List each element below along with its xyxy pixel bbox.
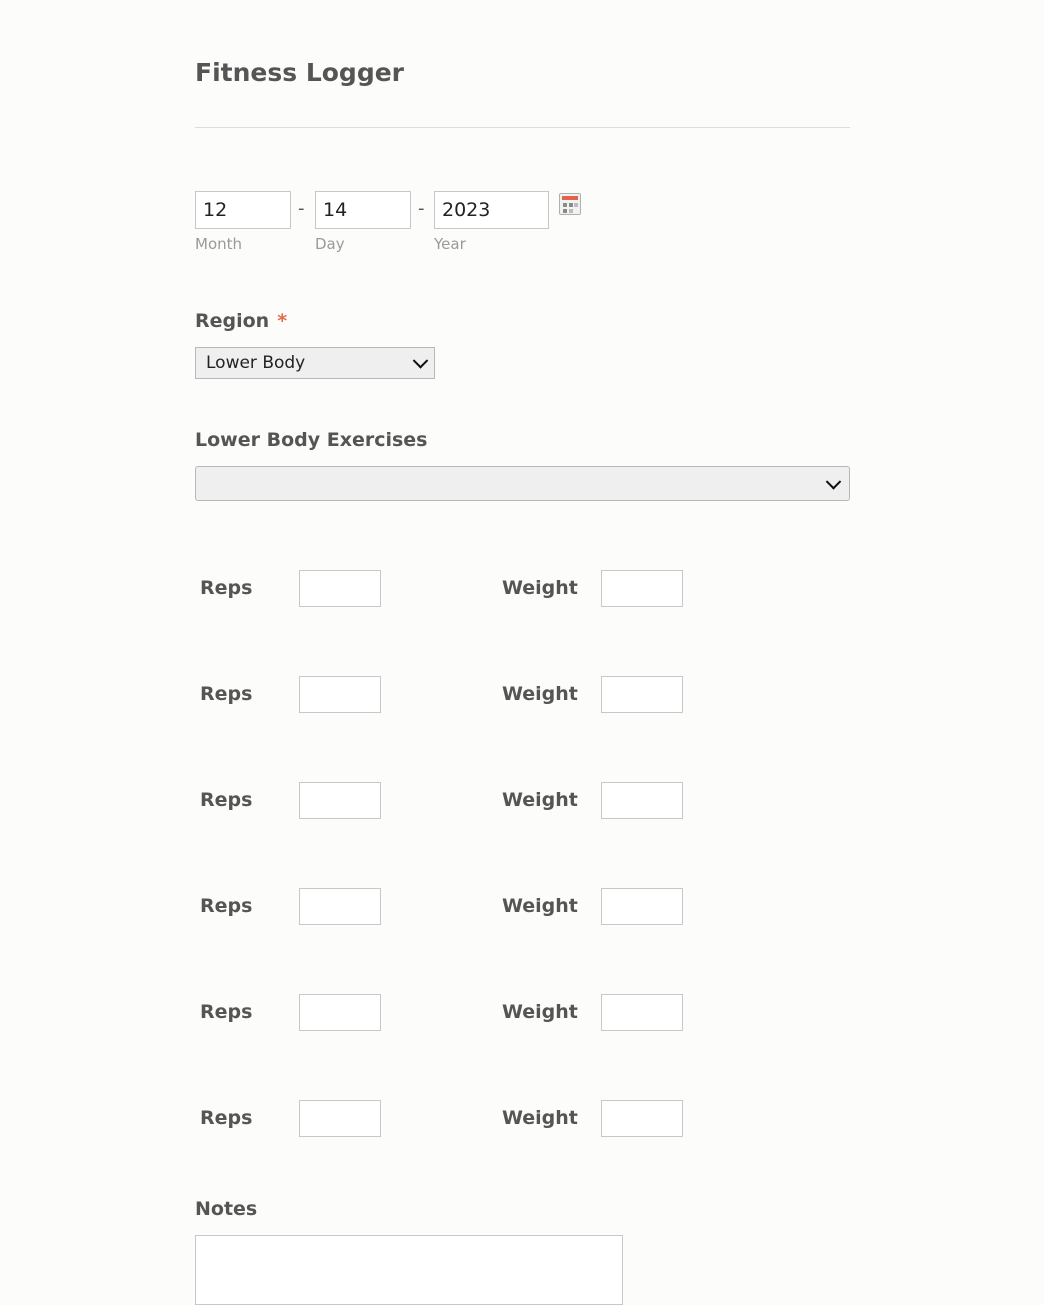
notes-label: Notes — [195, 1198, 258, 1220]
day-sublabel: Day — [315, 235, 345, 253]
weight-input[interactable] — [601, 994, 683, 1031]
notes-textarea[interactable] — [195, 1235, 623, 1305]
month-input[interactable] — [195, 191, 291, 229]
exercises-label: Lower Body Exercises — [195, 429, 428, 451]
date-separator: - — [298, 198, 305, 219]
month-sublabel: Month — [195, 235, 243, 253]
form-title: Fitness Logger — [195, 58, 404, 87]
weight-label: Weight — [502, 895, 578, 917]
region-select[interactable] — [195, 347, 435, 379]
chevron-down-icon — [413, 353, 429, 369]
year-input[interactable] — [434, 191, 549, 229]
reps-label: Reps — [200, 577, 253, 599]
weight-input[interactable] — [601, 1100, 683, 1137]
region-label-text: Region — [195, 310, 270, 332]
chevron-down-icon — [826, 474, 842, 490]
weight-input[interactable] — [601, 676, 683, 713]
weight-input[interactable] — [601, 782, 683, 819]
weight-label: Weight — [502, 1001, 578, 1023]
reps-input[interactable] — [299, 1100, 381, 1137]
weight-label: Weight — [502, 1107, 578, 1129]
region-label — [195, 309, 287, 333]
reps-label: Reps — [200, 1107, 253, 1129]
day-input[interactable] — [315, 191, 411, 229]
weight-label: Weight — [502, 577, 578, 599]
weight-label: Weight — [502, 789, 578, 811]
weight-input[interactable] — [601, 570, 683, 607]
year-sublabel: Year — [434, 235, 466, 253]
reps-input[interactable] — [299, 782, 381, 819]
reps-label: Reps — [200, 895, 253, 917]
weight-label: Weight — [502, 683, 578, 705]
exercises-select[interactable] — [195, 466, 850, 501]
calendar-icon[interactable] — [559, 193, 581, 215]
region-selected-value: Lower Body — [206, 353, 306, 373]
weight-input[interactable] — [601, 888, 683, 925]
reps-input[interactable] — [299, 570, 381, 607]
reps-input[interactable] — [299, 676, 381, 713]
reps-label: Reps — [200, 789, 253, 811]
reps-label: Reps — [200, 683, 253, 705]
title-divider — [195, 127, 850, 128]
reps-label: Reps — [200, 1001, 253, 1023]
reps-input[interactable] — [299, 994, 381, 1031]
reps-input[interactable] — [299, 888, 381, 925]
required-mark: * — [277, 310, 288, 332]
date-separator: - — [418, 198, 425, 219]
